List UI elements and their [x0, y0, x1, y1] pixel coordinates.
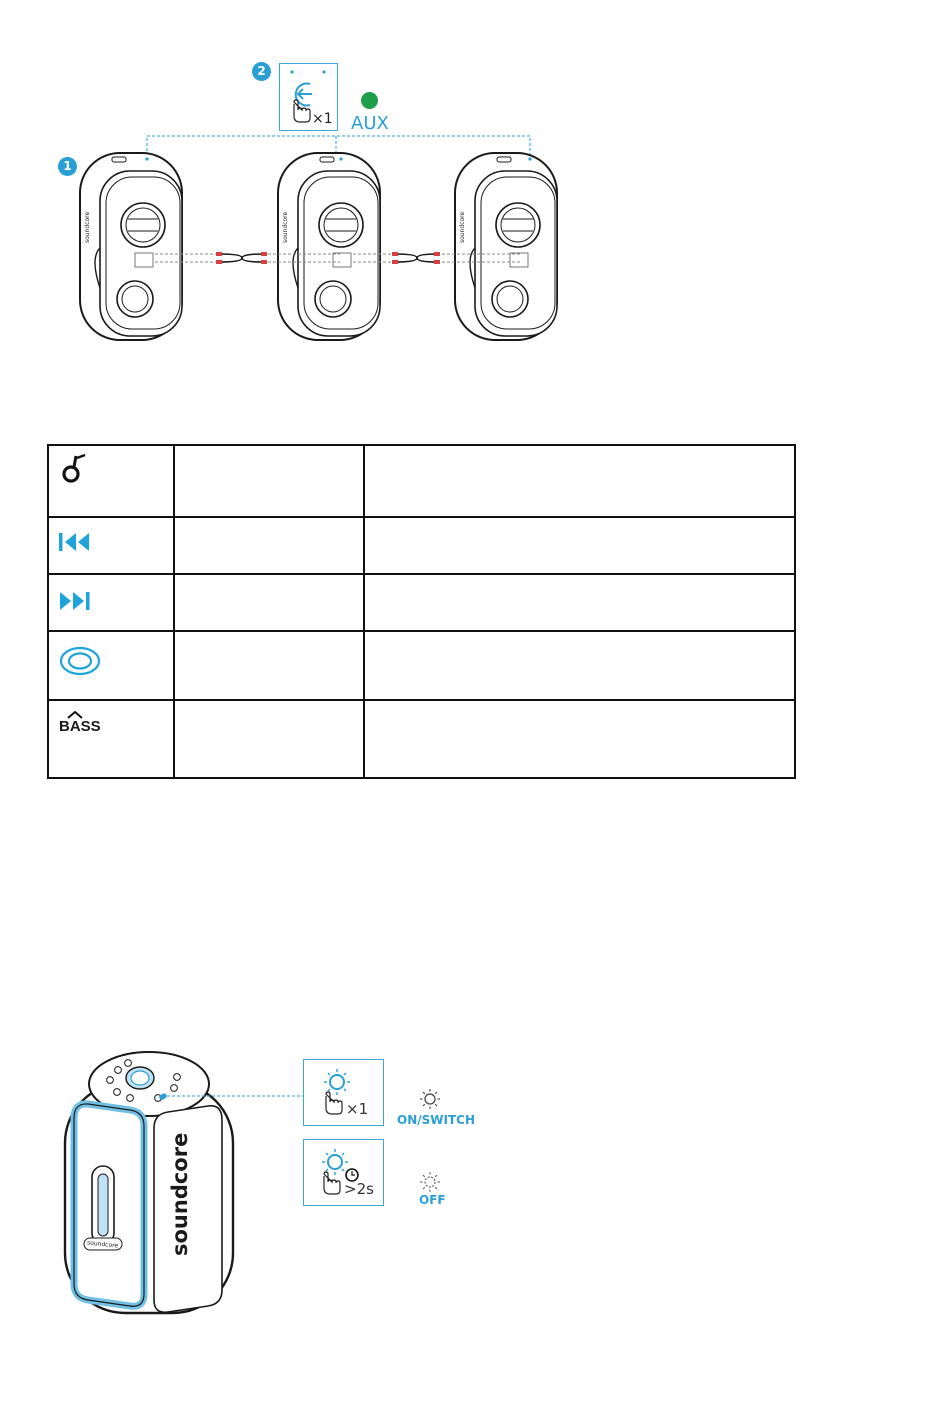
- svg-text:soundcore: soundcore: [84, 211, 91, 243]
- step-badge-2: 2: [252, 62, 271, 81]
- table-icon-cell: [48, 700, 174, 778]
- table-row: [48, 517, 795, 574]
- table-description-cell: [364, 574, 795, 631]
- table-description-cell: [364, 631, 795, 700]
- table-name-cell: [174, 445, 364, 517]
- light-on-icon: [419, 1088, 441, 1110]
- bass-caret-icon: [67, 711, 83, 719]
- next-track-icon: [59, 591, 95, 611]
- table-row: [48, 445, 795, 517]
- speaker-top-view-illustration: [62, 1048, 237, 1318]
- light-button-press-icon: [304, 1060, 383, 1125]
- table-description-cell: [364, 445, 795, 517]
- bass-up-icon: [59, 711, 101, 734]
- press-count-label: ×1: [312, 111, 333, 127]
- soundcore-logo-icon: [59, 454, 89, 486]
- table-row: [48, 574, 795, 631]
- svg-text:soundcore: soundcore: [282, 211, 289, 243]
- speaker-1: [80, 153, 182, 340]
- table-description-cell: [364, 700, 795, 778]
- table-name-cell: [174, 700, 364, 778]
- mode-on-switch-label: ON/SWITCH: [397, 1113, 476, 1127]
- controls-table: [47, 444, 796, 779]
- light-press-once-card: [303, 1059, 384, 1126]
- table-icon-cell: [48, 445, 174, 517]
- table-row: [48, 700, 795, 778]
- table-description-cell: [364, 517, 795, 574]
- speaker-brand-label: soundcore: [168, 1132, 192, 1256]
- aux-label: AUX: [351, 113, 389, 134]
- table-name-cell: [174, 631, 364, 700]
- speaker-3: [455, 153, 557, 340]
- aux-indicator-dot: [361, 92, 378, 109]
- table-row: [48, 631, 795, 700]
- party-ring-icon: [59, 646, 103, 676]
- previous-track-icon: [59, 532, 95, 552]
- bass-icon-text: BASS: [59, 718, 101, 735]
- light-off-icon: [419, 1171, 441, 1193]
- table-name-cell: [174, 574, 364, 631]
- table-icon-cell: [48, 631, 174, 700]
- speaker-2: [278, 153, 380, 340]
- mode-off-label: OFF: [419, 1193, 446, 1207]
- table-icon-cell: [48, 517, 174, 574]
- button-pointer-line: [161, 1090, 306, 1102]
- table-name-cell: [174, 517, 364, 574]
- table-icon-cell: [48, 574, 174, 631]
- svg-text:soundcore: soundcore: [459, 211, 466, 243]
- speakers-illustration: [75, 128, 595, 348]
- step-badge-1: 1: [58, 157, 77, 176]
- speaker-brand-small-label: soundcore: [86, 1239, 119, 1250]
- press-hold-label: >2s: [344, 1180, 374, 1198]
- press-once-label: ×1: [346, 1100, 369, 1118]
